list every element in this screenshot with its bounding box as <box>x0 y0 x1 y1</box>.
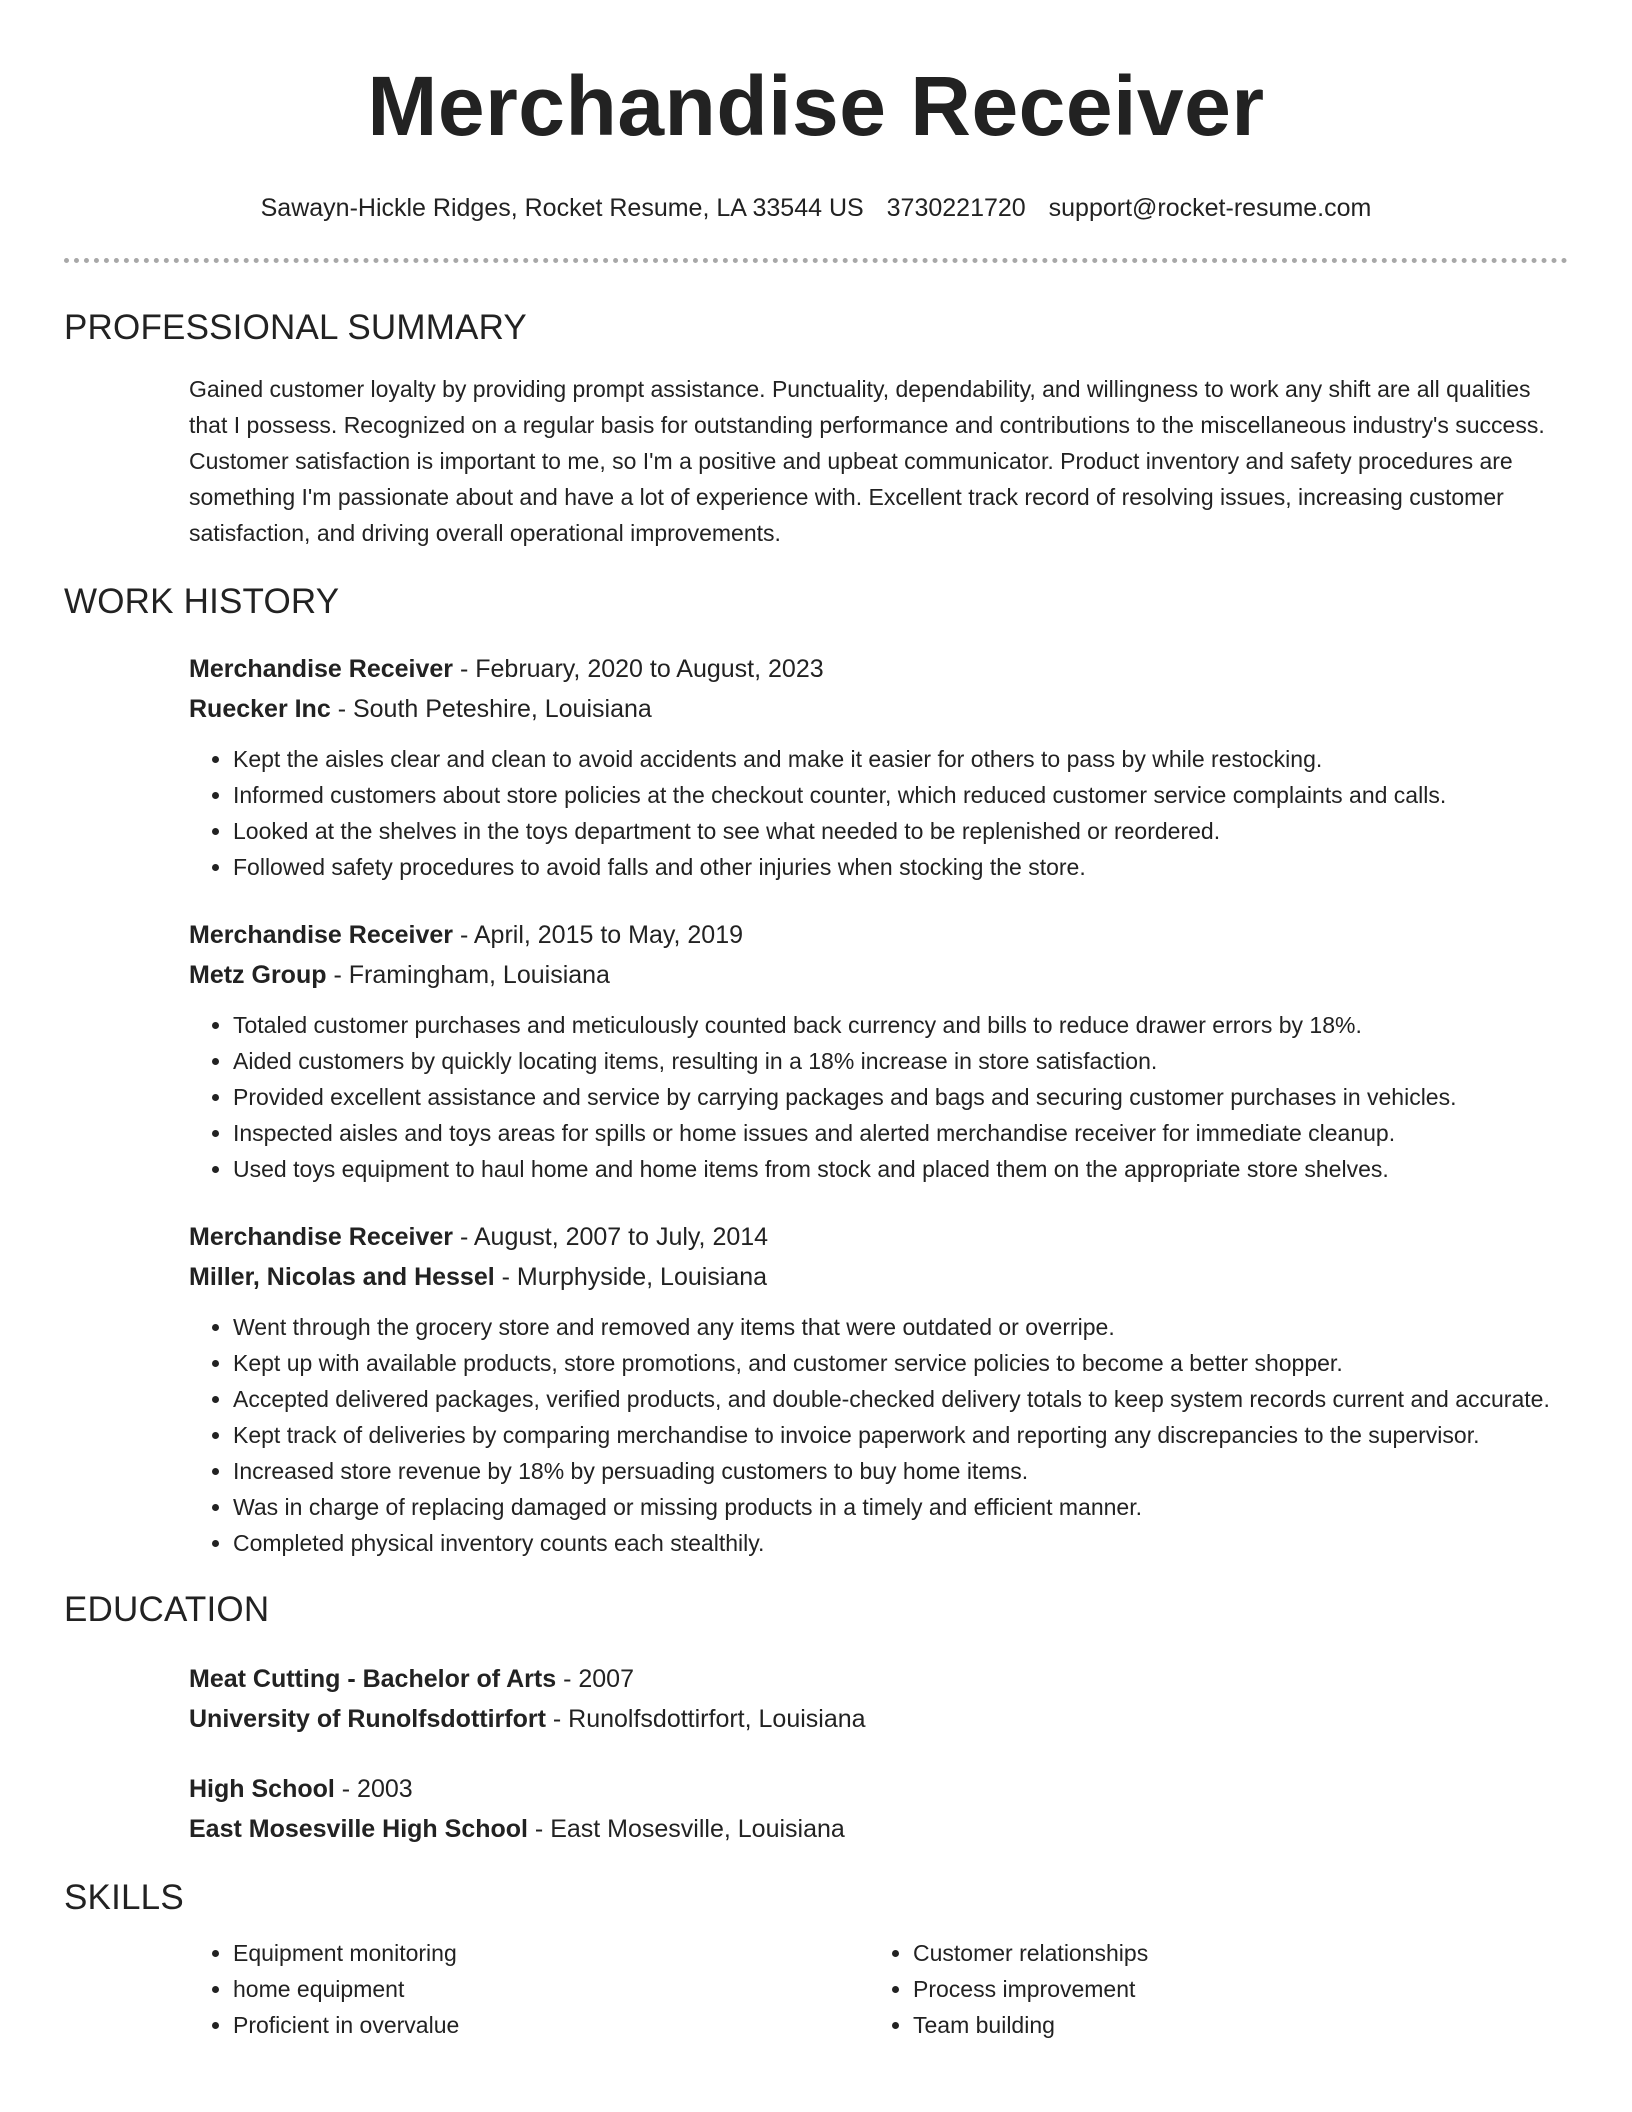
job-entry <box>189 1217 1568 1561</box>
contact-line <box>64 192 1568 224</box>
education-entry <box>189 1659 1568 1739</box>
job-bullet: • Kept up with available products, store promotions, and customer service policies to become a better shopper. <box>233 1345 1568 1381</box>
skill-item: • home equipment <box>233 1971 869 2007</box>
contact-phone: 3730221720 <box>886 194 1026 222</box>
job-bullet: • Followed safety procedures to avoid falls and other injuries when stocking the store. <box>233 849 1568 885</box>
job-role: Merchandise Receiver <box>189 655 454 683</box>
job-company: Ruecker Inc <box>189 695 331 723</box>
job-bullet: • Increased store revenue by 18% by persuading customers to buy home items. <box>233 1453 1568 1489</box>
education-degree-line <box>189 1769 1568 1809</box>
job-title-line <box>189 915 1568 955</box>
job-dates: - February, 2020 to August, 2023 <box>453 655 824 683</box>
education-school: University of Runolfsdottirfort <box>189 1705 546 1733</box>
contact-email[interactable]: support@rocket-resume.com <box>1048 194 1372 222</box>
job-company-line <box>189 1257 1568 1297</box>
education-year: - 2003 <box>334 1775 413 1803</box>
contact-address: Sawayn-Hickle Ridges, Rocket Resume, LA 33544 US <box>260 194 864 222</box>
job-bullet: • Provided excellent assistance and service by carrying packages and bags and securing customer purchases in vehicles. <box>233 1079 1568 1115</box>
education-degree-line <box>189 1659 1568 1699</box>
section-title-work-history: WORK HISTORY <box>64 582 340 621</box>
job-bullet: • Accepted delivered packages, verified products, and double-checked delivery totals to keep system records current and accurate. <box>233 1381 1568 1417</box>
job-bullet: • Totaled customer purchases and meticulously counted back currency and bills to reduce drawer errors by 18%. <box>233 1007 1568 1043</box>
job-dates: - August, 2007 to July, 2014 <box>453 1223 769 1251</box>
job-location: - South Peteshire, Louisiana <box>330 695 652 723</box>
job-bullet: • Aided customers by quickly locating items, resulting in a 18% increase in store satisfaction. <box>233 1043 1568 1079</box>
job-bullets <box>189 1007 1568 1187</box>
education-school-line <box>189 1809 1568 1849</box>
job-bullet: • Completed physical inventory counts each stealthily. <box>233 1525 1568 1561</box>
job-location: - Murphyside, Louisiana <box>494 1263 768 1291</box>
job-location: - Framingham, Louisiana <box>326 961 610 989</box>
skills-column-left <box>189 1935 869 2043</box>
skill-item: • Process improvement <box>913 1971 1549 2007</box>
education-degree: Meat Cutting - Bachelor of Arts <box>189 1665 557 1693</box>
education-entry <box>189 1769 1568 1849</box>
job-title-line <box>189 1217 1568 1257</box>
job-bullet: • Was in charge of replacing damaged or missing products in a timely and efficient manner. <box>233 1489 1568 1525</box>
education-school: East Mosesville High School <box>189 1815 528 1843</box>
job-bullet: • Went through the grocery store and removed any items that were outdated or overripe. <box>233 1309 1568 1345</box>
skills-column-right <box>869 1935 1549 2043</box>
work-history-list <box>64 649 1568 1561</box>
education-school-line <box>189 1699 1568 1739</box>
job-bullet: • Informed customers about store policies at the checkout counter, which reduced customer service complaints and calls. <box>233 777 1568 813</box>
job-bullets <box>189 741 1568 885</box>
skills-grid <box>189 1935 1568 2043</box>
job-entry <box>189 915 1568 1187</box>
section-title-skills: SKILLS <box>64 1878 184 1917</box>
job-bullet: • Looked at the shelves in the toys department to see what needed to be replenished or reordered. <box>233 813 1568 849</box>
education-location: - East Mosesville, Louisiana <box>527 1815 845 1843</box>
job-company: Miller, Nicolas and Hessel <box>189 1263 495 1291</box>
skill-item: • Equipment monitoring <box>233 1935 869 1971</box>
job-bullets <box>189 1309 1568 1561</box>
job-bullet: • Kept track of deliveries by comparing merchandise to invoice paperwork and reporting any discrepancies to the supervisor. <box>233 1417 1568 1453</box>
skill-item: • Proficient in overvalue <box>233 2007 869 2043</box>
job-bullet: • Inspected aisles and toys areas for spills or home issues and alerted merchandise receiver for immediate cleanup. <box>233 1115 1568 1151</box>
skill-item: • Customer relationships <box>913 1935 1549 1971</box>
skill-item: • Team building <box>913 2007 1549 2043</box>
job-role: Merchandise Receiver <box>189 921 454 949</box>
job-role: Merchandise Receiver <box>189 1223 454 1251</box>
job-bullet: • Kept the aisles clear and clean to avoid accidents and make it easier for others to pass by while restocking. <box>233 741 1568 777</box>
job-title-line <box>189 649 1568 689</box>
job-dates: - April, 2015 to May, 2019 <box>453 921 744 949</box>
job-entry <box>189 649 1568 885</box>
job-company: Metz Group <box>189 961 327 989</box>
job-company-line <box>189 689 1568 729</box>
job-company-line <box>189 955 1568 995</box>
candidate-name: Merchandise Receiver <box>367 59 1265 153</box>
summary-text: Gained customer loyalty by providing prompt assistance. Punctuality, dependability, and willingness to work any shift are all qualities that I possess. Recognized on a regular basis for outstanding performance and contributions to the miscellaneous industry's success. Customer satisfaction is important to me, so I'm a positive and upbeat communicator. Product inventory and safety procedures are something I'm passionate about and have a lot of experience with. Excellent track record of resolving issues, increasing customer satisfaction, and driving overall operational improvements. <box>189 376 1545 546</box>
section-title-summary: PROFESSIONAL SUMMARY <box>64 308 527 347</box>
education-list <box>64 1659 1568 1849</box>
education-year: - 2007 <box>556 1665 634 1693</box>
education-degree: High School <box>189 1775 335 1803</box>
header-divider <box>64 258 1568 263</box>
job-bullet: • Used toys equipment to haul home and home items from stock and placed them on the appropriate store shelves. <box>233 1151 1568 1187</box>
section-title-education: EDUCATION <box>64 1590 270 1629</box>
education-location: - Runolfsdottirfort, Louisiana <box>545 1705 866 1733</box>
